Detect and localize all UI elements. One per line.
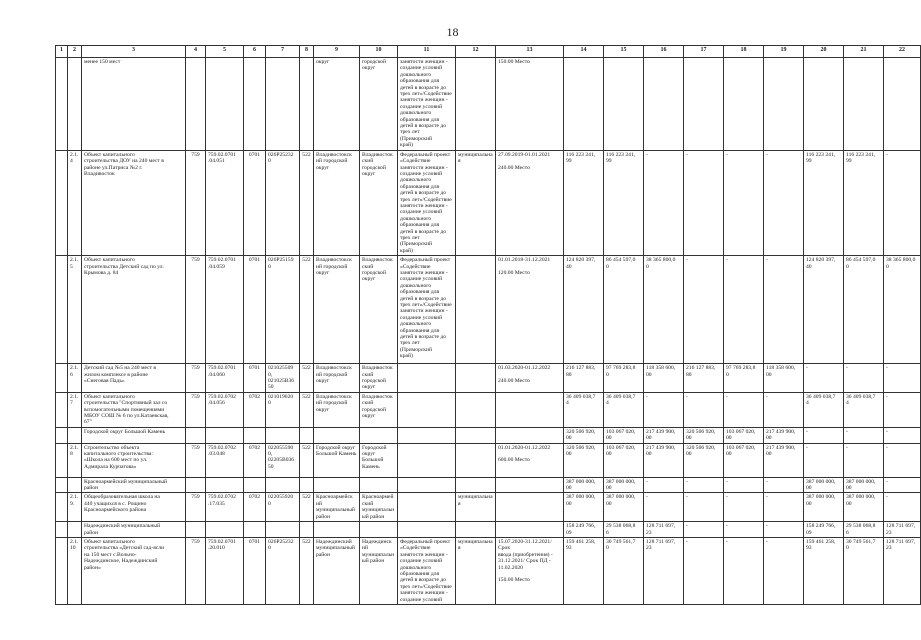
table-cell: 38 365 800,0 0 xyxy=(644,256,684,364)
table-cell xyxy=(314,522,360,538)
table-cell xyxy=(496,477,564,493)
table-cell xyxy=(456,477,496,493)
table-cell: 118 358 600, 00 xyxy=(764,364,804,393)
table-cell: - xyxy=(684,493,724,522)
table-cell: 320 506 920, 00 xyxy=(684,427,724,443)
table-cell: 387 000 000, 00 xyxy=(604,477,644,493)
column-header: 22 xyxy=(884,46,921,58)
table-cell xyxy=(456,427,496,443)
table-cell: - xyxy=(684,392,724,427)
table-row xyxy=(56,427,921,443)
column-header: 21 xyxy=(844,46,884,58)
table-cell: Городской округ Большой Камень xyxy=(314,443,360,477)
table-cell: Городской округ Большой Камень xyxy=(360,443,398,477)
table-cell xyxy=(398,522,456,538)
table-cell xyxy=(300,58,314,151)
table-cell: - xyxy=(684,256,724,364)
table-cell: 116 223 241, 99 xyxy=(844,150,884,256)
table-row xyxy=(56,150,921,256)
table-cell: Красноармейск ий муниципальный район xyxy=(314,493,360,522)
table-cell: менее 150 мест xyxy=(82,58,186,151)
table-cell xyxy=(206,522,244,538)
table-cell xyxy=(186,58,206,151)
table-cell xyxy=(398,364,456,393)
table-cell xyxy=(244,477,266,493)
column-header: 2 xyxy=(68,46,82,58)
table-cell: 759 xyxy=(186,256,206,364)
table-cell xyxy=(56,364,68,393)
table-cell xyxy=(206,58,244,151)
table-cell: 15.07.2020-31.12.2021/ Срок ввода (приобретения) - 31.12.2021/ Срок ПД - 11.02.2020 150.00 Место xyxy=(496,537,564,604)
table-cell xyxy=(68,58,82,151)
table-cell: 103 067 020, 00 xyxy=(604,443,644,477)
table-cell: 217 439 900, 00 xyxy=(764,443,804,477)
table-cell: 522 xyxy=(300,443,314,477)
table-cell: 2.1.6 xyxy=(68,364,82,393)
column-header: 8 xyxy=(300,46,314,58)
table-cell xyxy=(56,443,68,477)
table-cell: - xyxy=(764,256,804,364)
table-cell: 522 xyxy=(300,392,314,427)
table-cell: Федеральный проект «Содействие занятости женщин - создание условий дошкольного образования для детей в возрасте до трех лет»/Содействие занятости женщин - создание условий xyxy=(398,537,456,604)
table-cell: 116 223 241, 99 xyxy=(604,150,644,256)
table-cell: 022055920 0 xyxy=(266,493,300,522)
table-cell: 36 409 038,7 4 xyxy=(804,392,844,427)
table-cell: Владивосток ский городской округ xyxy=(360,256,398,364)
table-cell xyxy=(604,58,644,151)
table-cell: - xyxy=(884,392,921,427)
table-row xyxy=(56,58,921,151)
table-cell: 522 xyxy=(300,256,314,364)
table-cell: 387 000 000, 00 xyxy=(804,477,844,493)
table-cell: - xyxy=(844,364,884,393)
table-cell: 103 067 020, 00 xyxy=(724,443,764,477)
table-cell: 387 000 000, 00 xyxy=(564,493,604,522)
table-cell xyxy=(764,58,804,151)
table-cell: - xyxy=(884,443,921,477)
table-cell: 01.01.2020-01.12.2022 600.00 Место xyxy=(496,443,564,477)
table-cell xyxy=(456,522,496,538)
table-row xyxy=(56,537,921,604)
table-cell: - xyxy=(764,477,804,493)
table-cell: 159 461 258, 93 xyxy=(564,537,604,604)
column-header: 12 xyxy=(456,46,496,58)
table-cell: 0701 xyxy=(244,364,266,393)
table-cell: 29 538 068,8 6 xyxy=(604,522,644,538)
table-row xyxy=(56,364,921,393)
column-header: 20 xyxy=(804,46,844,58)
table-cell xyxy=(244,522,266,538)
table-cell: 128 711 697, 23 xyxy=(644,522,684,538)
column-header: 6 xyxy=(244,46,266,58)
table-cell xyxy=(804,58,844,151)
table-cell: 0701 xyxy=(244,537,266,604)
table-cell: занятости женщин - создание условий дошкольного образования для детей в возрасте до трех лет»/Содействие занятости женщин - создание условий дошкольного образования для детей в возрасте до трех лет (Приморский край) xyxy=(398,58,456,151)
column-header: 19 xyxy=(764,46,804,58)
table-cell: - xyxy=(764,493,804,522)
table-cell xyxy=(314,477,360,493)
table-cell xyxy=(266,427,300,443)
table-cell: 2.1.4 xyxy=(68,150,82,256)
table-cell: 36 409 038,7 4 xyxy=(564,392,604,427)
table-cell: 320 506 920, 00 xyxy=(684,443,724,477)
table-cell: 0702 xyxy=(244,493,266,522)
table-cell xyxy=(684,58,724,151)
table-cell: 124 820 397, 40 xyxy=(564,256,604,364)
table-cell: Владивостокск ий городской округ xyxy=(314,256,360,364)
table-cell: - xyxy=(844,427,884,443)
table-cell xyxy=(56,522,68,538)
table-cell: 387 000 000, 00 xyxy=(844,477,884,493)
table-cell xyxy=(56,392,68,427)
table-cell: 320 506 920, 00 xyxy=(564,443,604,477)
column-header: 5 xyxy=(206,46,244,58)
table-cell: 217 439 900, 00 xyxy=(644,443,684,477)
table-cell: - xyxy=(644,150,684,256)
table-cell: Владивосток ский городской округ xyxy=(360,364,398,393)
table-cell: 759 xyxy=(186,150,206,256)
table-cell: - xyxy=(884,427,921,443)
table-cell: 158 249 766, 09 xyxy=(804,522,844,538)
table-cell xyxy=(496,427,564,443)
table-cell: 116 223 241, 99 xyxy=(804,150,844,256)
table-cell: муниципальная xyxy=(456,150,496,256)
table-cell xyxy=(56,256,68,364)
table-cell: 759 xyxy=(186,443,206,477)
table-cell: Надеждинский муниципальный район xyxy=(314,537,360,604)
column-header: 17 xyxy=(684,46,724,58)
table-cell: 026P25232 0 xyxy=(266,150,300,256)
table-cell: - xyxy=(804,443,844,477)
table-cell: 217 439 900, 00 xyxy=(644,427,684,443)
table-cell: Владивостокск ий городской округ xyxy=(314,150,360,256)
table-row xyxy=(56,493,921,522)
table-cell xyxy=(68,522,82,538)
table-cell: 118 358 600, 00 xyxy=(644,364,684,393)
table-cell: Общеобразовательная школа на 440 учащихся в с. Рощино Красноармейского района xyxy=(82,493,186,522)
table-cell xyxy=(360,522,398,538)
table-cell xyxy=(398,493,456,522)
table-cell xyxy=(56,150,68,256)
table-cell: Федеральный проект «Содействие занятости женщин - создание условий дошкольного образования для детей в возрасте до трех лет»/Содействие занятости женщин - создание условий дошкольного образования для детей в возрасте до трех лет (Приморский край) xyxy=(398,150,456,256)
table-cell: Красноармей ский муниципальн ый район xyxy=(360,493,398,522)
table-cell: 128 711 697, 23 xyxy=(884,537,921,604)
table-cell: - xyxy=(764,392,804,427)
table-cell: 759.02.0701 .04.051 xyxy=(206,150,244,256)
column-header: 13 xyxy=(496,46,564,58)
table-cell: 021025509 0, 021025B36 50 xyxy=(266,364,300,393)
table-cell: 759 xyxy=(186,493,206,522)
table-cell xyxy=(300,427,314,443)
table-cell xyxy=(724,58,764,151)
table-cell xyxy=(56,493,68,522)
table-cell: - xyxy=(724,256,764,364)
table-cell: муниципальная xyxy=(456,537,496,604)
table-cell: 2.1.9. xyxy=(68,493,82,522)
table-cell: Владивосток ский городской округ xyxy=(360,150,398,256)
table-cell: - xyxy=(884,150,921,256)
table-cell: 0702 xyxy=(244,392,266,427)
table-cell xyxy=(456,364,496,393)
table-cell xyxy=(456,256,496,364)
page-number: 18 xyxy=(446,25,459,39)
table-cell: 022055590 0, 02205B036 50 xyxy=(266,443,300,477)
table-cell xyxy=(266,522,300,538)
table-cell: 103 067 020, 00 xyxy=(604,427,644,443)
table-cell: 759.02.0701 .04.059 xyxy=(206,256,244,364)
table-cell: 36 409 038,7 4 xyxy=(844,392,884,427)
table-cell: Объект капитального строительства "Спортивный зал со вспомогательными помещениями МБОУ СОШ № 6 по ул.Катаевская, 67" xyxy=(82,392,186,427)
table-cell: - xyxy=(724,537,764,604)
table-cell xyxy=(398,427,456,443)
table-cell xyxy=(56,477,68,493)
column-header: 14 xyxy=(564,46,604,58)
table-cell: 021019020 0 xyxy=(266,392,300,427)
table-cell: 759.02.0702 .03.048 xyxy=(206,443,244,477)
table-cell: 103 067 020, 00 xyxy=(724,427,764,443)
table-cell: 522 xyxy=(300,537,314,604)
table-row xyxy=(56,443,921,477)
table-cell: 128 711 697, 23 xyxy=(884,522,921,538)
table-cell: 116 223 241, 99 xyxy=(564,150,604,256)
table-cell: Объект капитального строительства ДОУ на 240 мест в районе ул.Патриса №2 г. Владивосток xyxy=(82,150,186,256)
table-cell: Красноармейский муниципальный район xyxy=(82,477,186,493)
table-cell: - xyxy=(884,477,921,493)
table-cell xyxy=(360,427,398,443)
table-cell: - xyxy=(884,493,921,522)
table-cell: - xyxy=(764,150,804,256)
table-cell: 2.1.7 xyxy=(68,392,82,427)
table-cell xyxy=(844,58,884,151)
table-cell: 27.09.2019-01.01.2021 240.00 Место xyxy=(496,150,564,256)
table-cell: 759.02.0701 .04.060 xyxy=(206,364,244,393)
document-table xyxy=(55,45,921,605)
table-cell: Владивосток ский городской округ xyxy=(360,392,398,427)
column-header: 11 xyxy=(398,46,456,58)
table-cell: - xyxy=(804,427,844,443)
table-cell: Объект капитального строительства Детский сад по ул. Крымова д. 84 xyxy=(82,256,186,364)
table-row xyxy=(56,392,921,427)
table-cell: Надеждинск ий муниципальн ый район xyxy=(360,537,398,604)
table-cell: - xyxy=(724,493,764,522)
table-cell: 30 749 561,7 0 xyxy=(844,537,884,604)
table-cell xyxy=(56,427,68,443)
table-cell: 159 461 258, 93 xyxy=(804,537,844,604)
table-cell: 97 769 283,8 0 xyxy=(724,364,764,393)
table-cell: - xyxy=(764,522,804,538)
table-cell xyxy=(398,477,456,493)
table-cell: 759 xyxy=(186,364,206,393)
table-cell xyxy=(56,58,68,151)
table-cell xyxy=(398,443,456,477)
column-header: 7 xyxy=(266,46,300,58)
table-cell: - xyxy=(764,537,804,604)
table-cell: - xyxy=(644,493,684,522)
table-cell xyxy=(360,477,398,493)
table-cell: - xyxy=(804,364,844,393)
table-cell: 387 000 000, 00 xyxy=(564,477,604,493)
table-cell: - xyxy=(884,364,921,393)
table-cell: 387 000 000, 00 xyxy=(604,493,644,522)
table-cell xyxy=(496,392,564,427)
table-header-row xyxy=(56,46,921,58)
table-cell xyxy=(68,477,82,493)
table-cell: 150.00 Место xyxy=(496,58,564,151)
table-cell: 01.03.2020-01.12.2022 240.00 Место xyxy=(496,364,564,393)
table-cell xyxy=(644,58,684,151)
table-cell xyxy=(56,537,68,604)
table-cell xyxy=(266,477,300,493)
table-cell xyxy=(186,427,206,443)
table-cell: 2.1.8 xyxy=(68,443,82,477)
table-cell xyxy=(244,427,266,443)
table-cell xyxy=(496,493,564,522)
table-cell: городской округ xyxy=(360,58,398,151)
table-cell xyxy=(398,392,456,427)
table-cell xyxy=(186,522,206,538)
table-cell: 2.1.10 xyxy=(68,537,82,604)
table-cell: 026P25232 0 xyxy=(266,537,300,604)
table-cell: 01.01.2018-31.12.2021 120.00 Место xyxy=(496,256,564,364)
table-cell: муниципальна я xyxy=(456,493,496,522)
table-cell xyxy=(314,427,360,443)
table-cell: 36 409 038,7 4 xyxy=(604,392,644,427)
table-cell: Детский сад №5 на 240 мест в жилом комплексе в районе «Снеговая Падь» xyxy=(82,364,186,393)
table-cell: 217 439 900, 00 xyxy=(764,427,804,443)
table-cell: 522 xyxy=(300,364,314,393)
table-cell: - xyxy=(684,150,724,256)
table-cell xyxy=(206,427,244,443)
table-cell xyxy=(300,477,314,493)
table-cell: - xyxy=(724,150,764,256)
table-cell xyxy=(186,477,206,493)
table-cell: - xyxy=(684,477,724,493)
table-cell: - xyxy=(844,443,884,477)
table-cell: - xyxy=(724,392,764,427)
table-cell xyxy=(456,58,496,151)
table-cell: 0701 xyxy=(244,256,266,364)
table-cell xyxy=(244,58,266,151)
table-cell xyxy=(300,522,314,538)
table-cell: - xyxy=(724,522,764,538)
table-cell: 387 000 000, 00 xyxy=(804,493,844,522)
table-cell: 759.02.0702 .04.056 xyxy=(206,392,244,427)
table-cell: 320 506 920, 00 xyxy=(564,427,604,443)
table-cell: 128 711 697, 23 xyxy=(644,537,684,604)
column-header: 18 xyxy=(724,46,764,58)
table-cell: 522 xyxy=(300,150,314,256)
column-header: 10 xyxy=(360,46,398,58)
table-cell: Владивостокск ий городской округ xyxy=(314,392,360,427)
table-cell: 30 749 561,7 0 xyxy=(604,537,644,604)
column-header: 9 xyxy=(314,46,360,58)
table-cell: округ xyxy=(314,58,360,151)
table-cell: 759.02.0702 .17.035 xyxy=(206,493,244,522)
table-row xyxy=(56,477,921,493)
table-cell: Надеждинский муниципальный район xyxy=(82,522,186,538)
table-cell: 026P25159 0 xyxy=(266,256,300,364)
table-cell: Объект капитального строительства «Детский сад-ясли на 150 мест с.Вольно- Надеждинское, Надеждинский район» xyxy=(82,537,186,604)
table-cell: 86 454 597,0 0 xyxy=(604,256,644,364)
column-header: 16 xyxy=(644,46,684,58)
table-cell: Федеральный проект «Содействие занятости женщин - создание условий дошкольного образования для детей в возрасте до трех лет»/Содействие занятости женщин - создание условий дошкольного образования для детей в возрасте до трех лет (Приморский край) xyxy=(398,256,456,364)
table-cell: 759 xyxy=(186,392,206,427)
table-cell: 29 538 068,8 6 xyxy=(844,522,884,538)
table-cell: 0702 xyxy=(244,443,266,477)
table-cell: 759.02.0701 .20.010 xyxy=(206,537,244,604)
table-cell: 216 127 883, 80 xyxy=(684,364,724,393)
table-cell: 216 127 883, 80 xyxy=(564,364,604,393)
table-cell: 38 365 800,0 0 xyxy=(884,256,921,364)
table-cell: - xyxy=(724,477,764,493)
table-cell xyxy=(206,477,244,493)
column-header: 3 xyxy=(82,46,186,58)
table-cell: - xyxy=(684,537,724,604)
table-cell: Городской округ Большой Камень xyxy=(82,427,186,443)
table-cell xyxy=(68,427,82,443)
table-cell: 759 xyxy=(186,537,206,604)
table-cell: Владивостокск ий городской округ xyxy=(314,364,360,393)
table-cell: - xyxy=(644,477,684,493)
table-row xyxy=(56,522,921,538)
table-cell: 387 000 000, 00 xyxy=(844,493,884,522)
table-cell: Строительство объекта капитального строительства: «Школа на 600 мест по ул. Адмирала Курчатова» xyxy=(82,443,186,477)
table-cell xyxy=(456,443,496,477)
table-cell xyxy=(266,58,300,151)
table-cell: 0701 xyxy=(244,150,266,256)
table-cell xyxy=(884,58,921,151)
table-cell: 2.1.5 xyxy=(68,256,82,364)
table-cell: 158 249 766, 09 xyxy=(564,522,604,538)
column-header: 4 xyxy=(186,46,206,58)
table-cell: 124 820 397, 40 xyxy=(804,256,844,364)
table-cell xyxy=(496,522,564,538)
column-header: 15 xyxy=(604,46,644,58)
table-cell: - xyxy=(684,522,724,538)
table-cell: 97 769 283,8 0 xyxy=(604,364,644,393)
table-cell: 86 454 597,0 0 xyxy=(844,256,884,364)
column-header: 1 xyxy=(56,46,68,58)
table-cell xyxy=(564,58,604,151)
table-cell xyxy=(456,392,496,427)
table-row xyxy=(56,256,921,364)
table-cell: 522 xyxy=(300,493,314,522)
table-cell: - xyxy=(644,392,684,427)
